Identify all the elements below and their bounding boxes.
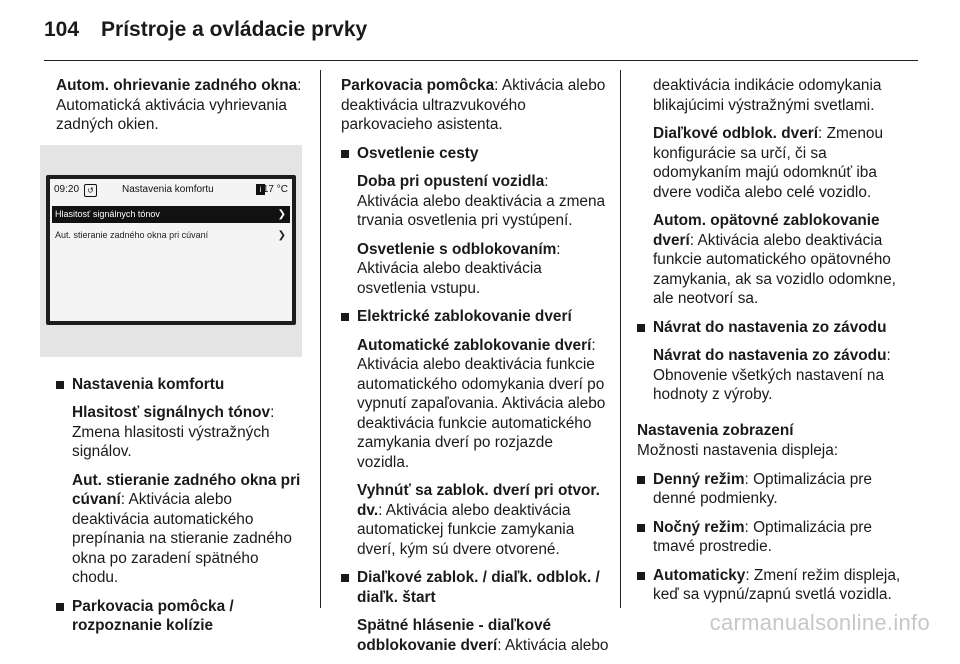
bullet-power-door-locks	[341, 307, 609, 327]
display-time: 09:20	[54, 183, 80, 195]
desc: : Aktivácia alebo deaktivácia funkcie automatického odomykania dverí po vypnutí zapaľovania. Aktivácia alebo deaktivácia funkcie automatického zamykania dverí po rozjazde vozidla.	[357, 336, 606, 471]
paragraph-auto-door-lock	[341, 336, 609, 473]
display-title: Nastavenia komfortu	[122, 183, 214, 195]
display-screen	[46, 175, 296, 325]
bullet-heading: Návrat do nastavenia zo závodu	[653, 318, 887, 336]
page-title: Prístroje a ovládacie prvky	[101, 18, 368, 41]
term: Návrat do nastavenia zo závodu	[653, 347, 887, 364]
paragraph-rear-wiper	[56, 471, 306, 588]
column-divider-1	[320, 70, 321, 608]
bullet-factory-reset	[637, 318, 912, 338]
desc: : Aktivácia alebo deaktivácia funkcie automatického opätovného zamykania, ak sa vozidlo odomkne, ale neotvorí sa.	[653, 231, 896, 307]
desc: : Aktivácia alebo deaktivácia ultrazvukového parkovacieho asistenta.	[341, 77, 606, 133]
term: Hlasitosť signálnych tónov	[72, 404, 271, 421]
page-number: 104	[44, 18, 80, 41]
column-divider-2	[620, 70, 621, 608]
desc: : Obnovenie všetkých nastavení na hodnoty z výroby.	[653, 347, 891, 403]
term: Diaľkové odblok. dverí	[653, 125, 819, 142]
paragraph-signal-volume	[56, 403, 306, 462]
column-1	[56, 76, 306, 645]
bullet-day-mode	[637, 470, 912, 509]
bullet-heading: Elektrické zablokovanie dverí	[357, 308, 572, 325]
info-icon: i	[256, 184, 265, 195]
section-heading-display: Nastavenia zobrazení	[637, 421, 794, 439]
paragraph-unlock-lighting	[341, 240, 609, 299]
paragraph-unlock-feedback-cont	[637, 76, 912, 115]
term: Doba pri opustení vozidla	[357, 173, 545, 190]
bullet-square-icon	[341, 574, 349, 582]
desc-rear-window-heating: : Automatická aktivácia vyhrievania zadných okien.	[56, 77, 302, 133]
desc: : Aktivácia alebo	[497, 636, 609, 654]
display-screen-inner	[50, 179, 292, 321]
term-rear-window-heating: Autom. ohrievanie zadného okna	[56, 77, 298, 94]
paragraph-exit-lighting	[341, 172, 609, 231]
bullet-heading: Nastavenia komfortu	[72, 375, 225, 393]
term: Denný režim	[653, 470, 745, 488]
page-header	[44, 18, 367, 42]
term: Autom. opätovné zablokovanie dverí	[653, 212, 880, 249]
chevron-right-icon: ❯	[277, 229, 286, 241]
display-menu-item	[52, 227, 290, 244]
desc: : Aktivácia alebo deaktivácia automatickej funkcie zamykania dverí, kým sú dvere otvorené.	[357, 501, 575, 558]
header-rule	[44, 60, 918, 61]
term: Automaticky	[653, 566, 746, 584]
display-screenshot-figure	[40, 145, 302, 357]
desc: : Zmenou konfigurácie sa určí, či sa odomykaním majú odomknúť iba dvere vodiča alebo celé vozidlo.	[653, 125, 884, 201]
bullet-remote-lock	[341, 568, 609, 607]
term: Aut. stieranie zadného okna pri cúvaní	[72, 471, 301, 508]
bullet-comfort-settings	[56, 375, 306, 395]
desc: : Zmena hlasitosti výstražných signálov.	[72, 404, 275, 460]
term: Osvetlenie s odblokovaním	[357, 240, 557, 258]
term: Vyhnúť sa zablok. dverí pri otvor. dv.	[357, 482, 600, 519]
paragraph-factory-reset	[637, 346, 912, 405]
bullet-square-icon	[341, 150, 349, 158]
desc: : Aktivácia alebo deaktivácia osvetlenia vstupu.	[357, 240, 561, 297]
desc: deaktivácia indikácie odomykania blikajúcimi výstražnými svetlami.	[653, 77, 882, 114]
display-menu-item-selected	[52, 206, 290, 223]
desc: : Optimalizácia pre denné podmienky.	[653, 470, 872, 507]
term: Parkovacia pomôcka	[341, 77, 495, 94]
display-top-bar	[50, 179, 292, 201]
bullet-heading: Diaľkové zablok. / diaľk. odblok. / diaľk. štart	[357, 569, 600, 606]
display-temperature: 17 °C	[262, 183, 288, 195]
term: Nočný režim	[653, 518, 745, 536]
bullet-night-mode	[637, 518, 912, 557]
term: Automatické zablokovanie dverí	[357, 336, 592, 354]
bullet-square-icon	[56, 603, 64, 611]
section-intro-display: Možnosti nastavenia displeja:	[637, 442, 839, 459]
bullet-square-icon	[341, 313, 349, 321]
display-menu-item-label: Aut. stieranie zadného okna pri cúvaní	[55, 229, 209, 240]
desc: : Aktivácia alebo deaktivácia a zmena trvania osvetlenia pri vystúpení.	[357, 173, 606, 229]
bullet-auto-mode	[637, 566, 912, 605]
bullet-square-icon	[637, 572, 645, 580]
back-icon: ↺	[84, 184, 97, 197]
bullet-square-icon	[637, 476, 645, 484]
watermark: carmanualsonline.info	[709, 610, 930, 635]
bullet-square-icon	[637, 324, 645, 332]
desc: : Aktivácia alebo deaktivácia automatického prepínania na stieranie zadného okna po zaradení spätného chodu.	[72, 491, 292, 586]
desc: : Optimalizácia pre tmavé prostredie.	[653, 518, 872, 555]
desc: : Zmení režim displeja, keď sa vypnú/zapnú svetlá vozidla.	[653, 566, 901, 603]
column-2	[341, 76, 609, 664]
bullet-square-icon	[56, 381, 64, 389]
bullet-square-icon	[637, 524, 645, 532]
display-menu-item-label: Hlasitosť signálnych tónov	[55, 208, 160, 219]
paragraph-parking-assist	[341, 76, 609, 135]
paragraph-rear-window-heating	[56, 76, 306, 135]
paragraph-auto-relock	[637, 211, 912, 309]
bullet-heading: Osvetlenie cesty	[357, 144, 479, 162]
paragraph-remote-unlock-feedback	[341, 616, 609, 655]
column-3	[637, 76, 912, 614]
bullet-parking-assist	[56, 597, 306, 636]
bullet-path-lighting	[341, 144, 609, 164]
bullet-heading: Parkovacia pomôcka / rozpoznanie kolízie	[72, 597, 234, 634]
chevron-right-icon: ❯	[277, 208, 286, 220]
paragraph-remote-door-unlock	[637, 124, 912, 202]
term: Spätné hlásenie - diaľkové odblokovanie dverí	[357, 617, 552, 654]
paragraph-open-door-anti-lockout	[341, 481, 609, 559]
